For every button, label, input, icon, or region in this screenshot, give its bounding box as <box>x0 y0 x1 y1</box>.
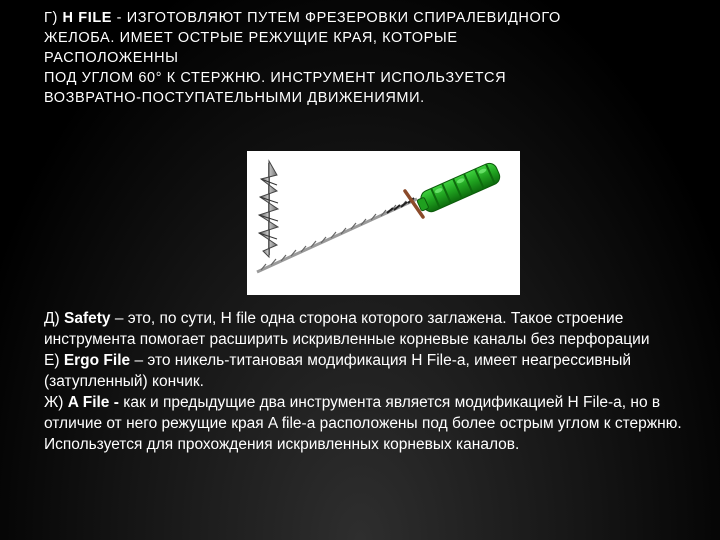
paragraph-safety <box>44 308 694 350</box>
paragraph-a-file-text: как и предыдущие два инструмента является модификацией H File-a, но в отличие от него режущие края A file-a расположены под более острым углом к стержню. Используется для прохождения искривленных корневых каналов. <box>44 394 682 453</box>
paragraph-a-file-prefix: Ж) <box>44 394 64 411</box>
paragraph-safety-term: Safety <box>63 310 111 327</box>
paragraph-ergo-prefix: Е) <box>44 352 60 369</box>
paragraph-a-file-term: A File - <box>67 394 119 411</box>
title-line-1 <box>44 8 694 28</box>
file-handle <box>415 161 503 216</box>
paragraph-ergo-term: Ergo File <box>63 352 131 369</box>
paragraph-safety-prefix: Д) <box>44 310 60 327</box>
h-file-drawing <box>247 151 520 295</box>
spiral-tip-magnified <box>259 161 278 257</box>
title-text-1: - ИЗГОТОВЛЯЮТ ПУТЕМ ФРЕЗЕРОВКИ СПИРАЛЕВИДНОГО <box>112 10 561 26</box>
title-line-3: РАСПОЛОЖЕННЫ <box>44 50 179 66</box>
description-block <box>44 308 694 455</box>
h-file-instrument-illustration <box>247 151 520 295</box>
title-line-4: ПОД УГЛОМ 60° К СТЕРЖНЮ. ИНСТРУМЕНТ ИСПОЛЬЗУЕТСЯ <box>44 70 507 86</box>
paragraph-a-file <box>44 392 694 455</box>
file-shaft <box>257 198 417 272</box>
title-line-5: ВОЗВРАТНО-ПОСТУПАТЕЛЬНЫМИ ДВИЖЕНИЯМИ. <box>44 90 425 106</box>
paragraph-safety-text: – это, по сути, H file одна сторона которого заглажена. Такое строение инструмента помогает расширить искривленные корневые каналы без перфорации <box>44 310 650 348</box>
title-prefix: Г) <box>44 10 58 26</box>
title-term: H FILE <box>62 10 113 26</box>
title-line-2: ЖЕЛОБА. ИМЕЕТ ОСТРЫЕ РЕЖУЩИЕ КРАЯ, КОТОРЫЕ <box>44 30 458 46</box>
paragraph-ergo-text: – это никель-титановая модификация H File-a, имеет неагрессивный (затупленный) кончик. <box>44 352 632 390</box>
slide-title-block <box>44 8 694 108</box>
paragraph-ergo-file <box>44 350 694 392</box>
